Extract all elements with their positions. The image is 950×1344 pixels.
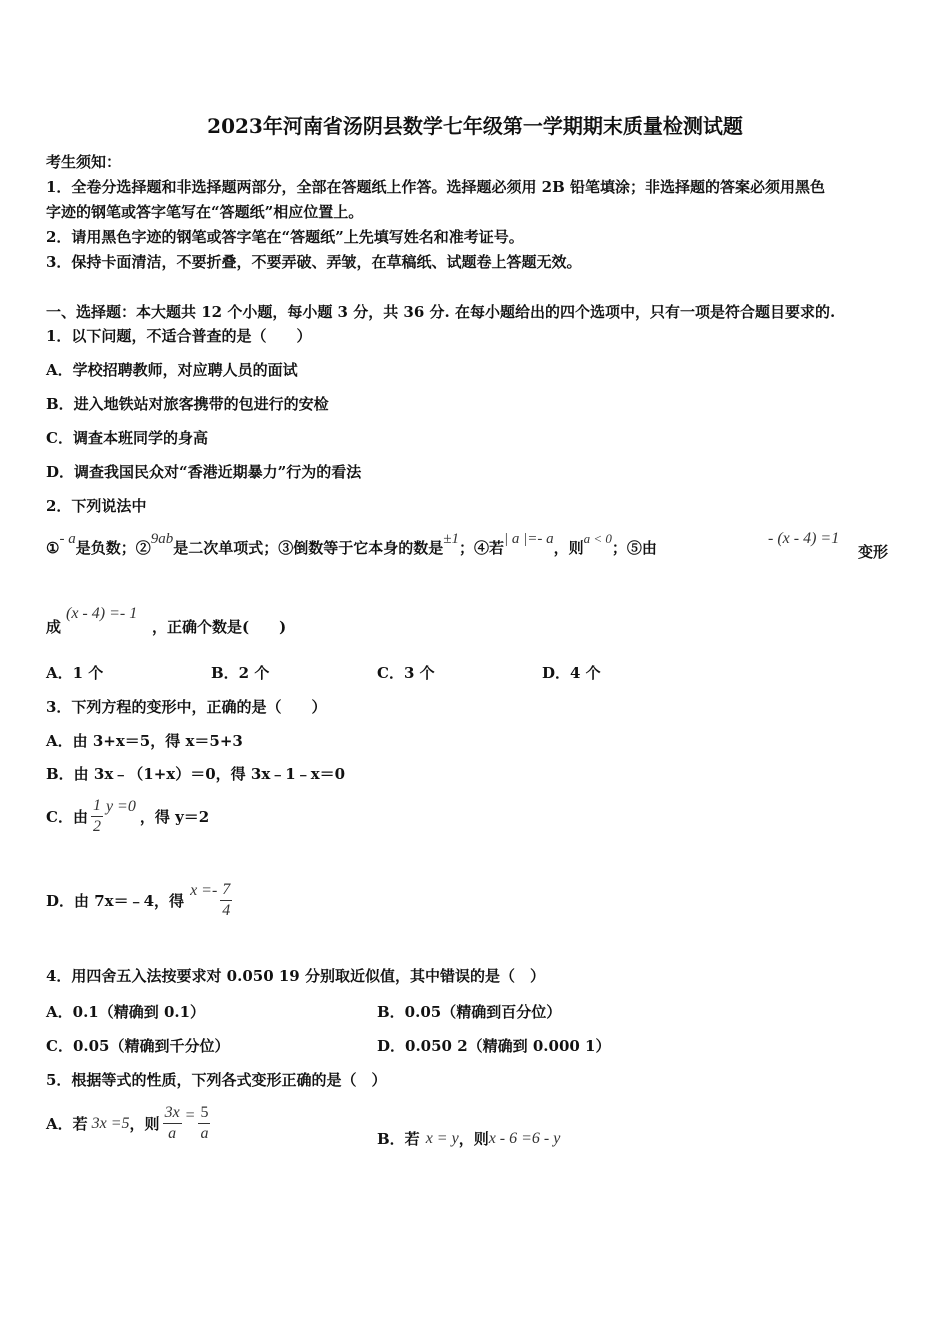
q4-stem: 4．用四舍五入法按要求对 0.050 19 分别取近似值，其中错误的是（ ） xyxy=(46,967,545,985)
q3-c-suffix: ，得 y＝2 xyxy=(139,807,210,826)
q2-text-4: ；④若 xyxy=(458,539,504,557)
q4-option-c: C．0.05（精确到千分位） xyxy=(46,1037,230,1055)
q2-math-9ab: 9ab xyxy=(150,531,174,547)
notice-line-1a: 1．全卷分选择题和非选择题两部分，全部在答题纸上作答。选择题必须用 2B 铅笔填涂；非选择题的答案必须用黑色 xyxy=(46,178,826,196)
q2-text-6: ；⑤由 xyxy=(611,539,657,557)
q2-text-2: 是负数；② xyxy=(75,539,151,557)
q2-math-abs-a: | a |=- a xyxy=(503,531,554,547)
q2-stem: 2．下列说法中 xyxy=(46,497,147,515)
q2-text-5: ，则 xyxy=(553,539,584,557)
q5-a-prefix: A．若 xyxy=(46,1114,88,1133)
notice-line-1b: 字迹的钢笔或答字笔写在“答题纸”相应位置上。 xyxy=(46,203,364,221)
q2-option-d: D．4 个 xyxy=(542,664,601,682)
q3-d-prefix: D．由 7x＝﹣4，得 xyxy=(46,891,185,910)
q5-b-then: ，则 xyxy=(458,1130,489,1148)
q5-b-equation2: x - 6 =6 - y xyxy=(488,1130,561,1147)
q3-c-numerator: 1 xyxy=(91,797,103,817)
q5-a-num-right: 5 xyxy=(198,1104,210,1124)
q2-text-1: ① xyxy=(46,539,60,557)
q3-d-numerator: 7 xyxy=(220,881,232,901)
q5-a-den-left: a xyxy=(168,1125,177,1142)
q2-option-b: B．2 个 xyxy=(211,664,270,682)
q2-statements-line1 xyxy=(46,531,657,559)
q2-math-eq5b: (x - 4) =- 1 xyxy=(66,605,138,622)
section-heading: 一、选择题：本大题共 12 个小题，每小题 3 分，共 36 分. 在每小题给出的四个选项中，只有一项是符合题目要求的. xyxy=(46,303,836,321)
q5-a-equals: = xyxy=(184,1106,196,1124)
q2-math-a-lt-0: a < 0 xyxy=(583,531,612,546)
q3-option-d xyxy=(46,881,235,920)
q5-a-equation: 3x =5 xyxy=(91,1114,130,1132)
q1-option-a: A．学校招聘教师，对应聘人员的面试 xyxy=(46,361,298,379)
q2-math-pm1: ±1 xyxy=(443,531,459,547)
q2-option-c: C．3 个 xyxy=(377,664,435,682)
q5-b-equation1: x = y xyxy=(425,1130,459,1147)
q5-a-fraction-left xyxy=(163,1104,182,1143)
q5-a-num-left: 3x xyxy=(163,1104,182,1124)
notice-line-3: 3．保持卡面清洁，不要折叠，不要弄破、弄皱，在草稿纸、试题卷上答题无效。 xyxy=(46,253,582,271)
q2-option-a: A．1 个 xyxy=(46,664,104,682)
q3-option-c xyxy=(46,797,209,836)
q4-option-d: D．0.050 2（精确到 0.000 1） xyxy=(377,1037,611,1055)
q2-math-eq5: - (x - 4) =1 xyxy=(768,530,840,547)
q2-text-7: 变形 xyxy=(858,543,889,561)
q2-math-neg-a: - a xyxy=(59,531,76,547)
q5-b-prefix: B．若 xyxy=(377,1130,420,1148)
q3-stem: 3．下列方程的变形中，正确的是（ ） xyxy=(46,698,327,716)
q3-d-fraction xyxy=(220,881,232,920)
q5-a-then: ，则 xyxy=(129,1114,160,1133)
q5-option-b xyxy=(377,1129,560,1149)
q4-option-b: B．0.05（精确到百分位） xyxy=(377,1003,562,1021)
q5-stem: 5．根据等式的性质，下列各式变形正确的是（ ） xyxy=(46,1071,387,1089)
q5-a-den-right: a xyxy=(200,1125,209,1142)
q1-option-b: B．进入地铁站对旅客携带的包进行的安检 xyxy=(46,395,329,413)
q3-c-equation: y =0 xyxy=(105,797,136,815)
q5-option-a xyxy=(46,1104,213,1143)
q5-a-fraction-right xyxy=(198,1104,210,1143)
q1-stem: 1．以下问题，不适合普查的是（ ） xyxy=(46,327,312,345)
q2-text-9: ，正确个数是( ) xyxy=(152,618,287,636)
q2-text-3: 是二次单项式；③倒数等于它本身的数是 xyxy=(173,539,444,557)
q3-c-prefix: C．由 xyxy=(46,807,88,826)
q3-d-equation: x =- xyxy=(190,881,218,899)
page-title: 2023年河南省汤阴县数学七年级第一学期期末质量检测试题 xyxy=(207,114,743,138)
notice-line-2: 2．请用黑色字迹的钢笔或答字笔在“答题纸”上先填写姓名和准考证号。 xyxy=(46,228,524,246)
q4-option-a: A．0.1（精确到 0.1） xyxy=(46,1003,206,1021)
q3-c-denominator: 2 xyxy=(92,818,101,835)
q1-option-c: C．调查本班同学的身高 xyxy=(46,429,208,447)
q1-option-d: D．调查我国民众对“香港近期暴力”行为的看法 xyxy=(46,463,362,481)
q3-option-b: B．由 3x﹣（1+x）＝0，得 3x﹣1﹣x＝0 xyxy=(46,765,346,783)
q3-option-a: A．由 3+x＝5，得 x＝5+3 xyxy=(46,732,243,750)
q2-text-8: 成 xyxy=(46,618,62,636)
q3-d-denominator: 4 xyxy=(222,902,231,919)
notice-heading: 考生须知： xyxy=(46,153,122,171)
q3-c-fraction xyxy=(91,797,103,836)
